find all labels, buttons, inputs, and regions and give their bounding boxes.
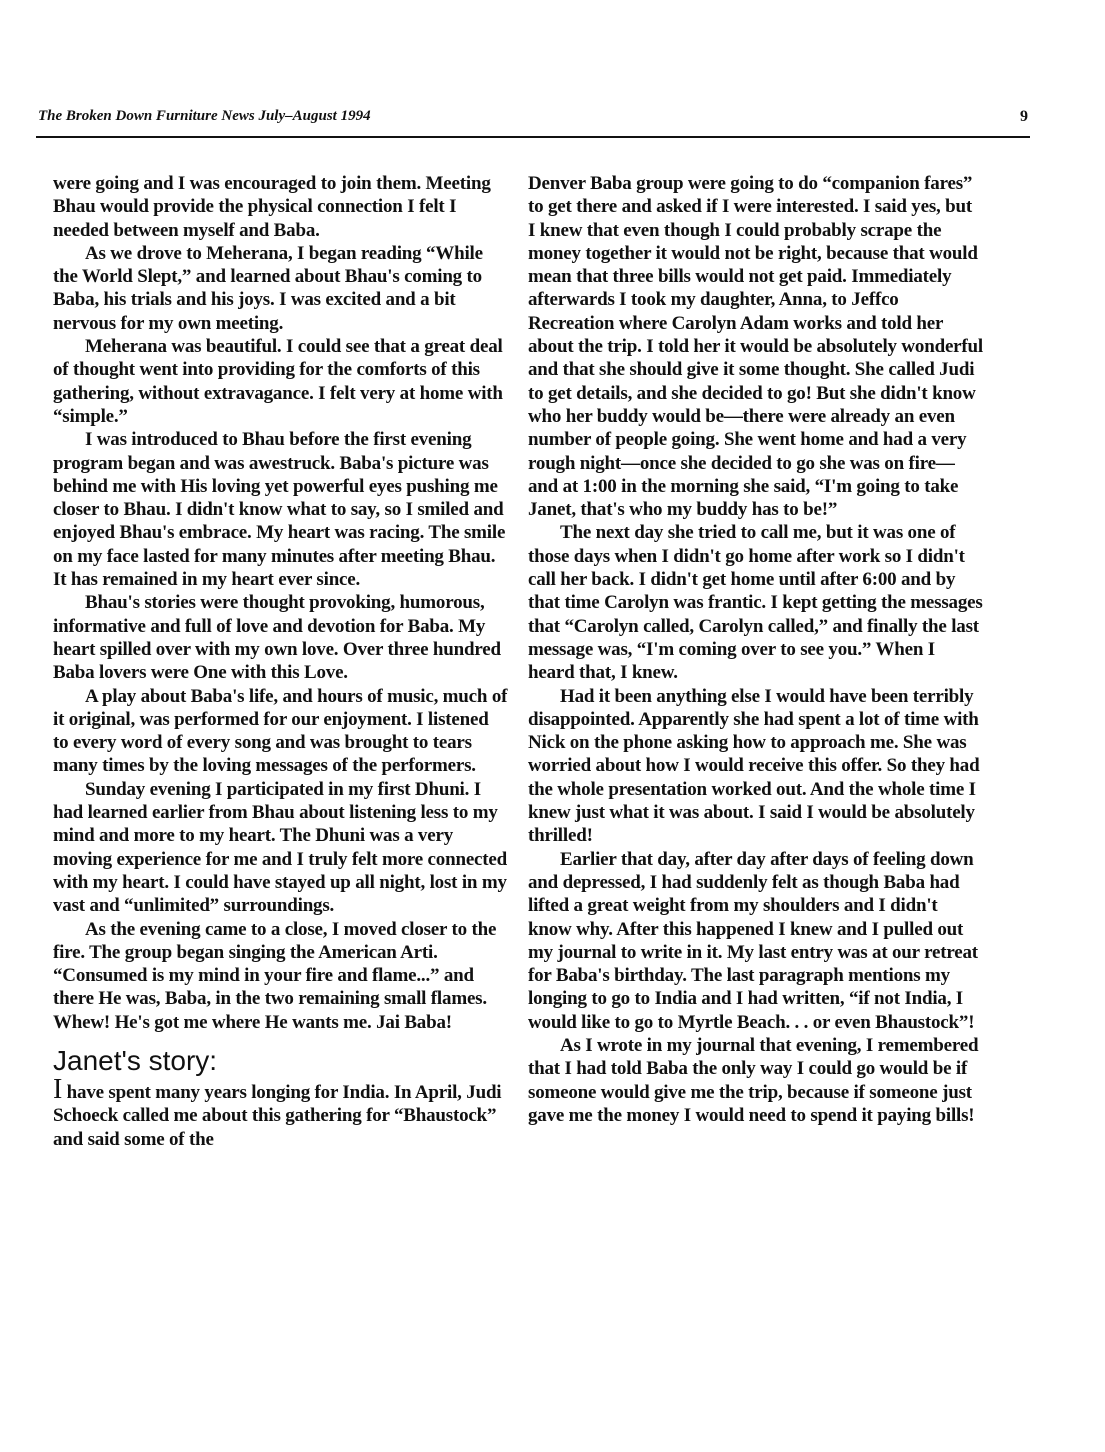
publication-title: The Broken Down Furniture News July–August 1994: [38, 108, 371, 124]
paragraph: were going and I was encouraged to join them. Meeting Bhau would provide the physical connection I felt I needed between myself and Baba.: [53, 173, 491, 241]
running-header: [38, 108, 1028, 132]
page-number: 9: [1020, 108, 1028, 125]
paragraph: I was introduced to Bhau before the first evening program began and was awestruck. Baba's picture was behind me with His loving yet powerful eyes pushing me closer to Bhau. I didn't know what to say, so I smiled and enjoyed Bhau's embrace. My heart was racing. The smile on my face lasted for many minutes after meeting Bhau. It has remained in my heart ever since.: [53, 429, 506, 591]
paragraph: Bhau's stories were thought provoking, humorous, informative and full of love and devotion for Baba. My heart spilled over with my own love. Over three hundred Baba lovers were One with this Love.: [53, 592, 501, 684]
paragraph: A play about Baba's life, and hours of music, much of it original, was performed for our enjoyment. I listened to every word of every song and was brought to tears many times by the loving messages of the performers.: [53, 685, 508, 777]
paragraph: Had it been anything else I would have been terribly disappointed. Apparently she had spent a lot of time with Nick on the phone asking how to approach me. She was worried about how I would receive this offer. So they had the whole presentation worked out. And the whole time I knew just what it was about. I said I would be absolutely thrilled!: [528, 685, 980, 847]
header-rule: [36, 136, 1030, 138]
paragraph: [53, 1073, 508, 1151]
paragraph: Sunday evening I participated in my first Dhuni. I had learned earlier from Bhau about listening less to my mind and more to my heart. The Dhuni was a very moving experience for me and I truly felt more connected with my heart. I could have stayed up all night, lost in my vast and “unlimited” surroundings.: [53, 778, 508, 917]
paragraph: Denver Baba group were going to do “companion fares” to get there and asked if I were interested. I said yes, but I knew that even though I could probably scrape the money together it would not be right, because that would mean that three bills would not get paid. Immediately afterwards I took my daughter, Anna, to Jeffco Recreation where Carolyn Adam works and told her about the trip. I told her it would be absolutely wonderful and that she should give it some thought. She called Judi to get details, and she decided to go! But she didn't know who her buddy would be—there were already an even number of people going. She went home and had a very rough night—once she decided to go she was on fire—and at 1:00 in the morning she said, “I'm going to take Janet, that's who my buddy has to be!”: [528, 173, 983, 521]
paragraph: Meherana was beautiful. I could see that a great deal of thought went into providing for the comforts of this gathering, without extravagance. I felt very at home with “simple.”: [53, 336, 503, 427]
right-column: [528, 172, 983, 1127]
paragraph: As we drove to Meherana, I began reading “While the World Slept,” and learned about Bhau's coming to Baba, his trials and his joys. I was excited and a bit nervous for my own meeting.: [53, 242, 483, 334]
paragraph-text: have spent many years longing for India. In April, Judi Schoeck called me about this gathering for “Bhaustock” and said some of the: [53, 1081, 502, 1150]
paragraph: As the evening came to a close, I moved closer to the fire. The group began singing the American Arti. “Consumed is my mind in your fire and flame...” and there He was, Baba, in the two remaining small flames. Whew! He's got me where He wants me. Jai Baba!: [53, 918, 497, 1033]
paragraph: The next day she tried to call me, but it was one of those days when I didn't go home after work so I didn't call her back. I didn't get home until after 6:00 and by that time Carolyn was frantic. I kept getting the messages that “Carolyn called, Carolyn called,” and finally the last message was, “I'm coming over to see you.” When I heard that, I knew.: [528, 522, 983, 684]
paragraph: As I wrote in my journal that evening, I remembered that I had told Baba the only way I could go would be if someone would give me the trip, because if someone just gave me the money I would need to spend it paying bills!: [528, 1034, 979, 1126]
left-column: [53, 172, 508, 1151]
section-heading: Janet's story:: [53, 1044, 218, 1076]
drop-cap: I: [53, 1073, 63, 1105]
paragraph: Earlier that day, after day after days of feeling down and depressed, I had suddenly felt as though Baba had lifted a great weight from my shoulders and I didn't know why. After this happened I knew and I pulled out my journal to write in it. My last entry was at our retreat for Baba's birthday. The last paragraph mentions my longing to go to India and I had written, “if not India, I would like to go to Myrtle Beach. . . or even Bhaustock”!: [528, 848, 978, 1033]
